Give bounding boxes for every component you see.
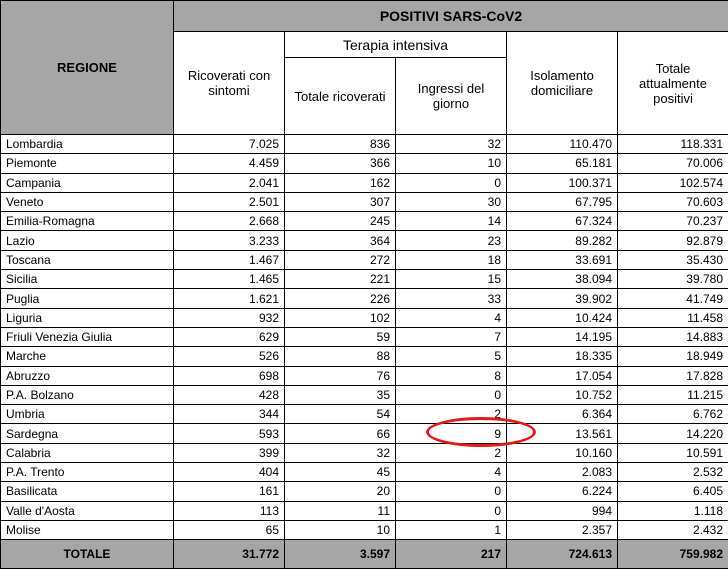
region-name: Toscana (1, 250, 174, 269)
isolamento-cell: 10.424 (507, 308, 618, 327)
table-row (1, 482, 728, 501)
table-row (1, 520, 728, 539)
ricoverati-cell: 2.668 (174, 212, 285, 231)
region-name: P.A. Trento (1, 463, 174, 482)
header-terapia-intensiva: Terapia intensiva (285, 32, 507, 58)
table-row (1, 347, 728, 366)
isolamento-cell: 2.357 (507, 520, 618, 539)
ricoverati-cell: 344 (174, 405, 285, 424)
region-name: Piemonte (1, 154, 174, 173)
isolamento-cell: 18.335 (507, 347, 618, 366)
region-name: Molise (1, 520, 174, 539)
totale-positivi-cell: 41.749 (618, 289, 728, 308)
totale-positivi-cell: 14.220 (618, 424, 728, 443)
table-title: POSITIVI SARS-CoV2 (174, 1, 728, 32)
totale-positivi-cell: 14.883 (618, 327, 728, 346)
region-name: Marche (1, 347, 174, 366)
totale-ricoverati-cell: 836 (285, 135, 396, 154)
ricoverati-cell: 593 (174, 424, 285, 443)
totale-ricoverati-cell: 272 (285, 250, 396, 269)
ricoverati-cell: 399 (174, 443, 285, 462)
table-row (1, 192, 728, 211)
isolamento-cell: 2.083 (507, 463, 618, 482)
header-regione: REGIONE (1, 1, 174, 135)
totale-positivi-cell: 35.430 (618, 250, 728, 269)
table-row (1, 212, 728, 231)
totale-ricoverati-cell: 102 (285, 308, 396, 327)
isolamento-cell: 10.752 (507, 385, 618, 404)
table-row (1, 424, 728, 443)
table-row (1, 327, 728, 346)
totale-ricoverati-cell: 66 (285, 424, 396, 443)
totals-label: TOTALE (1, 540, 174, 569)
ricoverati-cell: 65 (174, 520, 285, 539)
ingressi-cell: 0 (396, 482, 507, 501)
totale-ricoverati-cell: 11 (285, 501, 396, 520)
header-totale-positivi: Totale attualmente positivi (618, 32, 728, 135)
ingressi-cell: 2 (396, 405, 507, 424)
region-name: Liguria (1, 308, 174, 327)
ricoverati-cell: 7.025 (174, 135, 285, 154)
totale-ricoverati-cell: 307 (285, 192, 396, 211)
ingressi-cell: 2 (396, 443, 507, 462)
isolamento-cell: 89.282 (507, 231, 618, 250)
ricoverati-cell: 404 (174, 463, 285, 482)
header-ricoverati: Ricoverati con sintomi (174, 32, 285, 135)
totale-ricoverati-cell: 45 (285, 463, 396, 482)
totale-positivi-cell: 70.006 (618, 154, 728, 173)
totale-ricoverati-cell: 76 (285, 366, 396, 385)
totale-ricoverati-cell: 245 (285, 212, 396, 231)
isolamento-cell: 33.691 (507, 250, 618, 269)
totale-positivi-cell: 70.237 (618, 212, 728, 231)
totale-ricoverati-cell: 162 (285, 173, 396, 192)
isolamento-cell: 994 (507, 501, 618, 520)
totale-ricoverati-cell: 20 (285, 482, 396, 501)
ricoverati-cell: 932 (174, 308, 285, 327)
region-name: P.A. Bolzano (1, 385, 174, 404)
totale-positivi-cell: 70.603 (618, 192, 728, 211)
ingressi-cell: 8 (396, 366, 507, 385)
region-name: Veneto (1, 192, 174, 211)
totale-ricoverati-cell: 59 (285, 327, 396, 346)
totale-positivi-cell: 11.215 (618, 385, 728, 404)
ricoverati-cell: 3.233 (174, 231, 285, 250)
region-name: Campania (1, 173, 174, 192)
ricoverati-cell: 629 (174, 327, 285, 346)
totale-positivi-cell: 2.432 (618, 520, 728, 539)
totale-ricoverati-cell: 32 (285, 443, 396, 462)
table-row (1, 463, 728, 482)
isolamento-cell: 6.224 (507, 482, 618, 501)
totale-positivi-cell: 92.879 (618, 231, 728, 250)
region-name: Lombardia (1, 135, 174, 154)
region-name: Abruzzo (1, 366, 174, 385)
ingressi-cell: 30 (396, 192, 507, 211)
totale-positivi-cell: 11.458 (618, 308, 728, 327)
region-name: Friuli Venezia Giulia (1, 327, 174, 346)
table-row (1, 308, 728, 327)
ricoverati-cell: 161 (174, 482, 285, 501)
isolamento-cell: 38.094 (507, 270, 618, 289)
ricoverati-cell: 428 (174, 385, 285, 404)
totale-ricoverati-cell: 54 (285, 405, 396, 424)
totals-isolamento: 724.613 (507, 540, 618, 569)
ricoverati-cell: 113 (174, 501, 285, 520)
totale-ricoverati-cell: 221 (285, 270, 396, 289)
totals-ricoverati: 31.772 (174, 540, 285, 569)
ingressi-cell: 4 (396, 308, 507, 327)
totale-positivi-cell: 6.405 (618, 482, 728, 501)
isolamento-cell: 6.364 (507, 405, 618, 424)
table-row (1, 173, 728, 192)
ingressi-cell: 15 (396, 270, 507, 289)
totale-ricoverati-cell: 35 (285, 385, 396, 404)
totale-positivi-cell: 2.532 (618, 463, 728, 482)
ricoverati-cell: 2.501 (174, 192, 285, 211)
isolamento-cell: 100.371 (507, 173, 618, 192)
isolamento-cell: 67.795 (507, 192, 618, 211)
totals-row (1, 540, 728, 569)
region-name: Valle d'Aosta (1, 501, 174, 520)
table-row (1, 270, 728, 289)
totale-positivi-cell: 39.780 (618, 270, 728, 289)
ingressi-cell: 10 (396, 154, 507, 173)
isolamento-cell: 13.561 (507, 424, 618, 443)
ingressi-cell: 18 (396, 250, 507, 269)
ingressi-cell: 23 (396, 231, 507, 250)
totale-positivi-cell: 1.118 (618, 501, 728, 520)
region-name: Umbria (1, 405, 174, 424)
ingressi-cell: 33 (396, 289, 507, 308)
ingressi-cell: 14 (396, 212, 507, 231)
isolamento-cell: 10.160 (507, 443, 618, 462)
totals-totale-ricoverati: 3.597 (285, 540, 396, 569)
isolamento-cell: 67.324 (507, 212, 618, 231)
totale-ricoverati-cell: 10 (285, 520, 396, 539)
totale-positivi-cell: 18.949 (618, 347, 728, 366)
header-ingressi: Ingressi del giorno (396, 58, 507, 135)
table-row (1, 366, 728, 385)
ingressi-cell: 7 (396, 327, 507, 346)
totale-ricoverati-cell: 366 (285, 154, 396, 173)
table-row (1, 289, 728, 308)
header-totale-ricoverati: Totale ricoverati (285, 58, 396, 135)
region-name: Sardegna (1, 424, 174, 443)
totale-ricoverati-cell: 364 (285, 231, 396, 250)
isolamento-cell: 14.195 (507, 327, 618, 346)
ingressi-cell: 4 (396, 463, 507, 482)
table-row (1, 501, 728, 520)
region-name: Puglia (1, 289, 174, 308)
isolamento-cell: 110.470 (507, 135, 618, 154)
ingressi-cell: 0 (396, 173, 507, 192)
ricoverati-cell: 1.465 (174, 270, 285, 289)
ingressi-cell: 9 (396, 424, 507, 443)
table-row (1, 250, 728, 269)
totale-ricoverati-cell: 226 (285, 289, 396, 308)
table-row (1, 154, 728, 173)
header-isolamento: Isolamento domiciliare (507, 32, 618, 135)
isolamento-cell: 65.181 (507, 154, 618, 173)
region-name: Emilia-Romagna (1, 212, 174, 231)
ingressi-cell: 0 (396, 501, 507, 520)
totale-positivi-cell: 6.762 (618, 405, 728, 424)
ricoverati-cell: 698 (174, 366, 285, 385)
ricoverati-cell: 526 (174, 347, 285, 366)
totale-ricoverati-cell: 88 (285, 347, 396, 366)
region-name: Calabria (1, 443, 174, 462)
region-name: Lazio (1, 231, 174, 250)
totale-positivi-cell: 102.574 (618, 173, 728, 192)
ricoverati-cell: 1.467 (174, 250, 285, 269)
totals-ingressi: 217 (396, 540, 507, 569)
ricoverati-cell: 4.459 (174, 154, 285, 173)
region-name: Basilicata (1, 482, 174, 501)
region-name: Sicilia (1, 270, 174, 289)
totale-positivi-cell: 118.331 (618, 135, 728, 154)
table-row (1, 231, 728, 250)
totale-positivi-cell: 10.591 (618, 443, 728, 462)
ingressi-cell: 5 (396, 347, 507, 366)
table-row (1, 405, 728, 424)
totale-positivi-cell: 17.828 (618, 366, 728, 385)
table-row (1, 135, 728, 154)
table-row (1, 385, 728, 404)
totals-totale-positivi: 759.982 (618, 540, 728, 569)
table-row (1, 443, 728, 462)
isolamento-cell: 39.902 (507, 289, 618, 308)
ingressi-cell: 0 (396, 385, 507, 404)
ingressi-cell: 32 (396, 135, 507, 154)
ricoverati-cell: 2.041 (174, 173, 285, 192)
ricoverati-cell: 1.621 (174, 289, 285, 308)
ingressi-cell: 1 (396, 520, 507, 539)
isolamento-cell: 17.054 (507, 366, 618, 385)
